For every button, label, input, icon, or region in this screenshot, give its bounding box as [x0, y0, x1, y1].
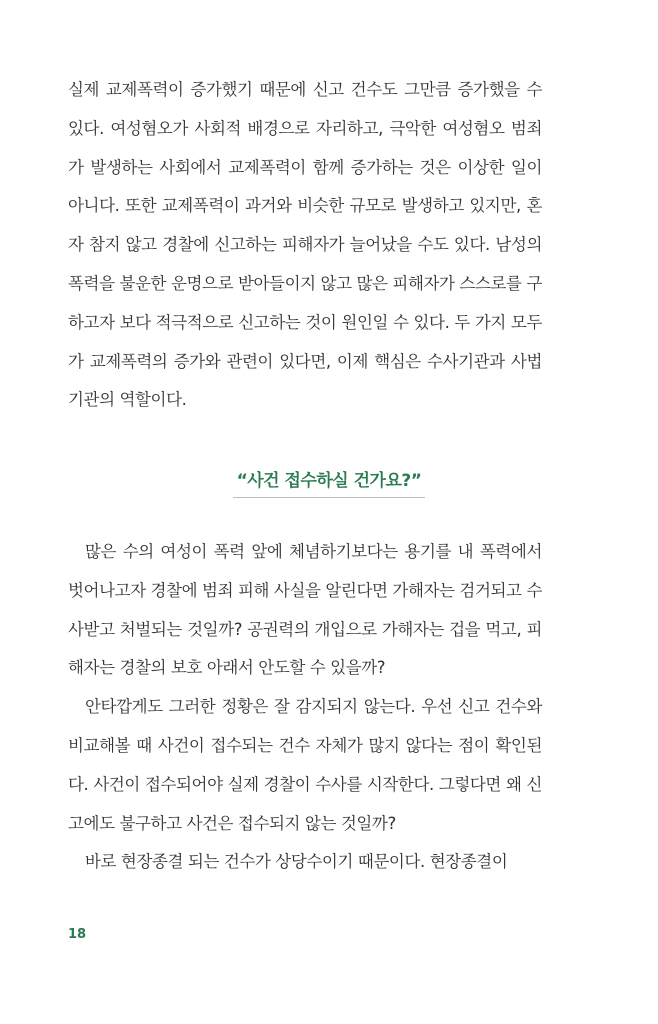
subheading-text: “사건 접수하실 건가요?”: [236, 471, 422, 491]
body-paragraph: 실제 교제폭력이 증가했기 때문에 신고 건수도 그만큼 증가했을 수 있다. 여성혐오가 사회적 배경으로 자리하고, 극악한 여성혐오 범죄가 발생하는 사회에서 교제폭력이 함께 증가하는 것은 이상한 일이 아니다. 또한 교제폭력이 과거와 비슷한 규모로 발생하고 있지만, 혼자 참지 않고 경찰에 신고하는 피해자가 늘어났을 수도 있다. 남성의 폭력을 불운한 운명으로 받아들이지 않고 많은 피해자가 스스로를 구하고자 보다 적극적으로 신고하는 것이 원인일 수 있다. 두 가지 모두가 교제폭력의 증가와 관련이 있다면, 이제 핵심은 수사기관과 사법기관의 역할이다.: [68, 80, 542, 410]
subheading-underline: [233, 497, 426, 498]
intro-text-block: [68, 71, 542, 420]
body-paragraph: 안타깝게도 그러한 정황은 잘 감지되지 않는다. 우선 신고 건수와 비교해볼 때 사건이 접수되는 건수 자체가 많지 않다는 점이 확인된다. 사건이 접수되어야 실제 경찰이 수사를 시작한다. 그렇다면 왜 신고에도 불구하고 사건은 접수되지 않는 것일까?: [68, 697, 542, 833]
main-text-block: [68, 533, 542, 882]
body-paragraph: 바로 현장종결 되는 건수가 상당수이기 때문이다. 현장종결이: [85, 852, 508, 872]
body-paragraph: 많은 수의 여성이 폭력 앞에 체념하기보다는 용기를 내 폭력에서 벗어나고자 경찰에 범죄 피해 사실을 알린다면 가해자는 검거되고 수사받고 처벌되는 것일까? 공권력의 개입으로 가해자는 겁을 먹고, 피해자는 경찰의 보호 아래서 안도할 수 있을까?: [68, 542, 542, 678]
page-number: 18: [68, 927, 87, 942]
subheading-container: [233, 466, 426, 494]
section-subheading: [0, 466, 658, 494]
